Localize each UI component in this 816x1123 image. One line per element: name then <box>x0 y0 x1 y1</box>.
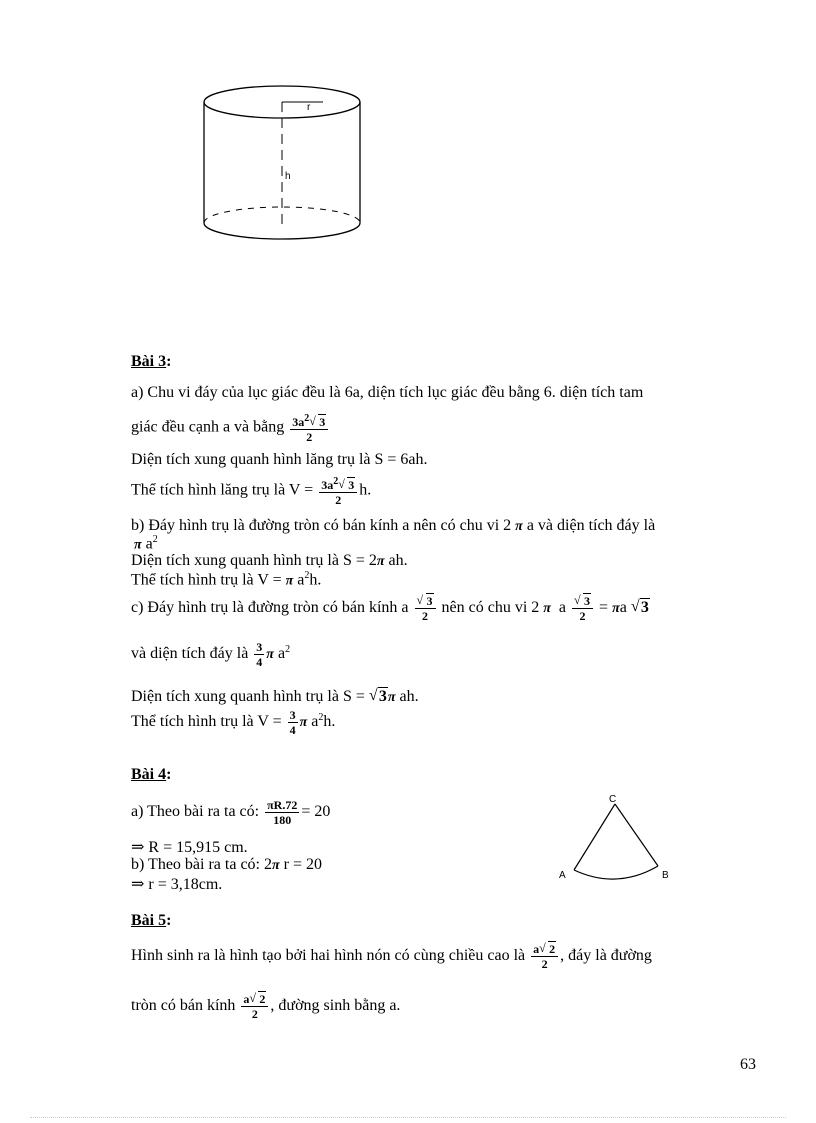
sector-edge-cb <box>615 804 658 866</box>
bai3-a-line1: a) Chu vi đáy của lục giác đều là 6a, diện tích lục giác đều bằng 6. diện tích tam <box>131 384 644 401</box>
bai3-b-volume: Thể tích hình trụ là V = π $a^2h$. <box>131 570 322 589</box>
bai4-heading-row: Bài 4: <box>131 766 172 783</box>
bai3-b-line1: b) Đáy hình trụ là đường tròn có bán kính a nên có chu vi 2 π a và diện tích đáy là <box>131 517 656 534</box>
pi-symbol: π <box>387 690 396 705</box>
bai3-heading-row: Bài 3: <box>131 353 172 370</box>
footer-divider <box>30 1117 786 1118</box>
bai3-heading: Bài 3 <box>131 353 167 370</box>
bai3-prism-volume: Thể tích hình lăng trụ là V = $\frac{3a^2√ 3}{2}$ h. <box>131 475 371 507</box>
bai5-heading-row: Bài 5: <box>131 912 172 929</box>
bai4-r-result: ⇒ R = 15,915 cm. <box>131 839 248 856</box>
bai5-line1: Hình sinh ra là hình tạo bởi hai hình nón có cùng chiều cao là $\frac{a√ 2}{2}$ , đáy là đường <box>131 942 652 971</box>
sector-label-a: A <box>559 870 566 881</box>
bai4-b-line: b) Theo bài ra ta có: 2π r = 20 <box>131 856 322 873</box>
fraction-sqrt3-over-2: √ $\frac{3}{2}$ <box>572 594 593 623</box>
sector-figure <box>555 790 680 890</box>
pi-symbol: π <box>266 647 274 663</box>
bai3-prism-lateral-area: Diện tích xung quanh hình lăng trụ là S = 6ah. <box>131 451 428 468</box>
bai3-c-lateral-area: Diện tích xung quanh hình trụ là S = √ 3π ah. <box>131 688 419 706</box>
fraction-sqrt3-over-2: √ $\frac{3}{2}$ <box>415 594 436 623</box>
bai5-heading: Bài 5 <box>131 912 167 929</box>
pi-symbol: π <box>285 573 294 589</box>
fraction-3-over-4: $\frac{3}{4}$ <box>256 640 263 669</box>
implies-arrow: ⇒ <box>131 839 145 856</box>
cylinder-label-r: r <box>307 102 311 113</box>
pi-symbol: π <box>271 858 280 873</box>
sector-edge-ca <box>574 804 615 870</box>
pi-symbol: π <box>299 715 308 731</box>
fraction-3a2sqrt3-over-2: $\frac{3a^2√ 3}{2}$ <box>319 475 357 507</box>
bai3-c-line2: và diện tích đáy là $\frac{3}{4}$ π $a^2$ <box>131 640 291 669</box>
bai3-b-lateral-area: Diện tích xung quanh hình trụ là S = 2π ah. <box>131 552 408 569</box>
sector-label-b: B <box>662 870 669 881</box>
sqrt-3: √ 3 <box>631 599 650 617</box>
bai3-b-line2: π $a^2$ <box>134 534 158 553</box>
fraction-asqrt2-over-2: $\frac{a√ 2}{2}$ <box>241 992 268 1021</box>
pi-symbol: π <box>134 537 142 553</box>
sector-label-c: C <box>609 794 617 805</box>
bai4-r2-result: ⇒ r = 3,18cm. <box>131 876 223 893</box>
bai3-a-line2: giác đều cạnh a và bằng $\frac{3a^2√ 3}{2}$ <box>131 412 330 444</box>
sector-arc <box>574 866 658 879</box>
cylinder-label-h: h <box>285 171 291 182</box>
pi-symbol: π <box>515 519 523 534</box>
fraction-3-over-4: $\frac{3}{4}$ <box>289 708 296 737</box>
bai3-c-volume: Thể tích hình trụ là V = $\frac{3}{4}$ π $a^2h$. <box>131 708 336 737</box>
bai4-heading: Bài 4 <box>131 766 167 783</box>
cylinder-figure <box>195 80 370 250</box>
bai4-a-line: a) Theo bài ra ta có: $\frac{\pi R.72}{180}$ = 20 <box>131 798 331 827</box>
page-number: 63 <box>740 1056 756 1073</box>
bai3-c-line1: c) Đáy hình trụ là đường tròn có bán kính a √ $\frac{3}{2}$ nên có chu vi 2 π a √ $\frac{3}{2}$ = πa √ 3 <box>131 594 650 623</box>
sqrt-3: √ 3 <box>369 688 388 706</box>
cylinder-bottom-front <box>204 223 360 239</box>
fraction-asqrt2-over-2: $\frac{a√ 2}{2}$ <box>531 942 558 971</box>
fraction-piR72-over-180: $\frac{\pi R.72}{180}$ <box>267 798 298 827</box>
fraction-3a2sqrt3-over-2: $\frac{3a^2√ 3}{2}$ <box>290 412 328 444</box>
implies-arrow: ⇒ <box>131 876 145 893</box>
bai5-line2: tròn có bán kính $\frac{a√ 2}{2}$ , đường sinh bằng a. <box>131 992 400 1021</box>
pi-symbol: π <box>612 601 620 617</box>
pi-symbol: π <box>376 554 385 569</box>
pi-symbol: π <box>543 601 551 617</box>
